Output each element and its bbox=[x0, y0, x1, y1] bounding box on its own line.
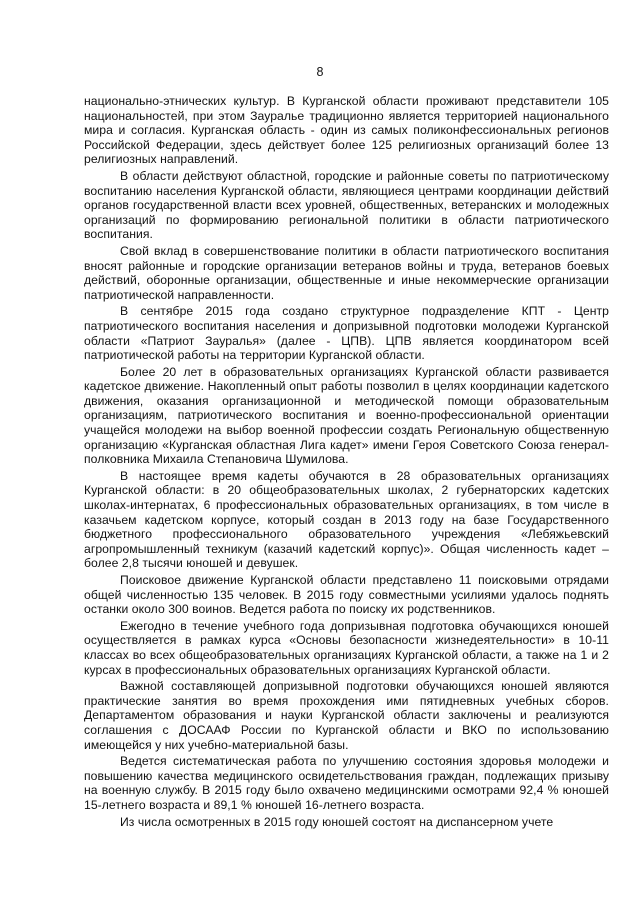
page-number: 8 bbox=[316, 65, 324, 79]
paragraph: В области действуют областной, городские и районные советы по патриотическому воспитанию населения Курганской области, являющиеся центрами координации действий органов государственной власти всех уровней, общественных, ветеранских и молодежных организаций по формированию региональной политики в области патриотического воспитания. bbox=[84, 168, 609, 242]
paragraph: Ежегодно в течение учебного года допризывная подготовка обучающихся юношей осуществляется в рамках курса «Основы безопасности жизнедеятельности» в 10-11 классах во всех общеобразовательных организациях Курганской области, а также на 1 и 2 курсах в профессиональных образовательных организациях Курганской области. bbox=[84, 618, 609, 677]
paragraph: В сентябре 2015 года создано структурное подразделение КПТ - Центр патриотического воспитания населения и допризывной подготовки молодежи Курганской области «Патриот Зауралья» (далее - ЦПВ). ЦПВ является координатором всей патриотической работы на территории Курганской области. bbox=[84, 304, 609, 363]
paragraph: Свой вклад в совершенствование политики в области патриотического воспитания вносят районные и городские организации ветеранов войны и труда, ветеранов боевых действий, оборонные организации, общественные и иные некоммерческие организации патриотической направленности. bbox=[84, 243, 609, 302]
paragraph: национально-этнических культур. В Курганской области проживают представители 105 национальностей, при этом Зауралье традиционно является территорией национального мира и согласия. Курганская область - один из самых поликонфессиональных регионов Российской Федерации, здесь действует более 125 религиозных организаций более 13 религиозных направлений. bbox=[84, 94, 609, 167]
paragraph: Более 20 лет в образовательных организациях Курганской области развивается кадетское движение. Накопленный опыт работы позволил в целях координации кадетского движения, оказания организационной и методической помощи образовательным организациям, патриотического воспитания и военно-профессиональной ориентации учащейся молодежи на выбор военной профессии создать Региональную общественную организацию «Курганская областная Лига кадет» имени Героя Советского Союза генерал-полковника Михаила Степановича Шумилова. bbox=[84, 364, 609, 467]
paragraph: Поисковое движение Курганской области представлено 11 поисковыми отрядами общей численностью 135 человек. В 2015 году совместными усилиями удалось поднять останки около 300 воинов. Ведется работа по поиску их родственников. bbox=[84, 573, 609, 617]
paragraph: Важной составляющей допризывной подготовки обучающихся юношей являются практические занятия во время прохождения ими пятидневных учебных сборов. Департаментом образования и науки Курганской области заключены и реализуются соглашения с ДОСААФ России по Курганской области и ВКО по использованию имеющейся у них учебно-материальной базы. bbox=[84, 679, 609, 752]
paragraph: В настоящее время кадеты обучаются в 28 образовательных организациях Курганской области: в 20 общеобразовательных школах, 2 губернаторских кадетских школах-интернатах, 6 профессиональных образовательных организациях, в том числе в казачьем кадетском корпусе, который создан в 2013 году на базе Государственного бюджетного профессионального образовательного учреждения «Лебяжьевский агропромышленный техникум (казачий кадетский корпус)». Общая численность кадет – более 2,8 тысячи юношей и девушек. bbox=[84, 468, 609, 571]
document-body bbox=[84, 94, 609, 831]
paragraph: Из числа осмотренных в 2015 году юношей состоят на диспансерном учете bbox=[120, 814, 554, 829]
paragraph: Ведется систематическая работа по улучшению состояния здоровья молодежи и повышению качества медицинского освидетельствования граждан, подлежащих призыву на военную службу. В 2015 году было охвачено медицинскими осмотрами 92,4 % юношей 15-летнего возраста и 89,1 % юношей 16-летнего возраста. bbox=[84, 754, 609, 812]
